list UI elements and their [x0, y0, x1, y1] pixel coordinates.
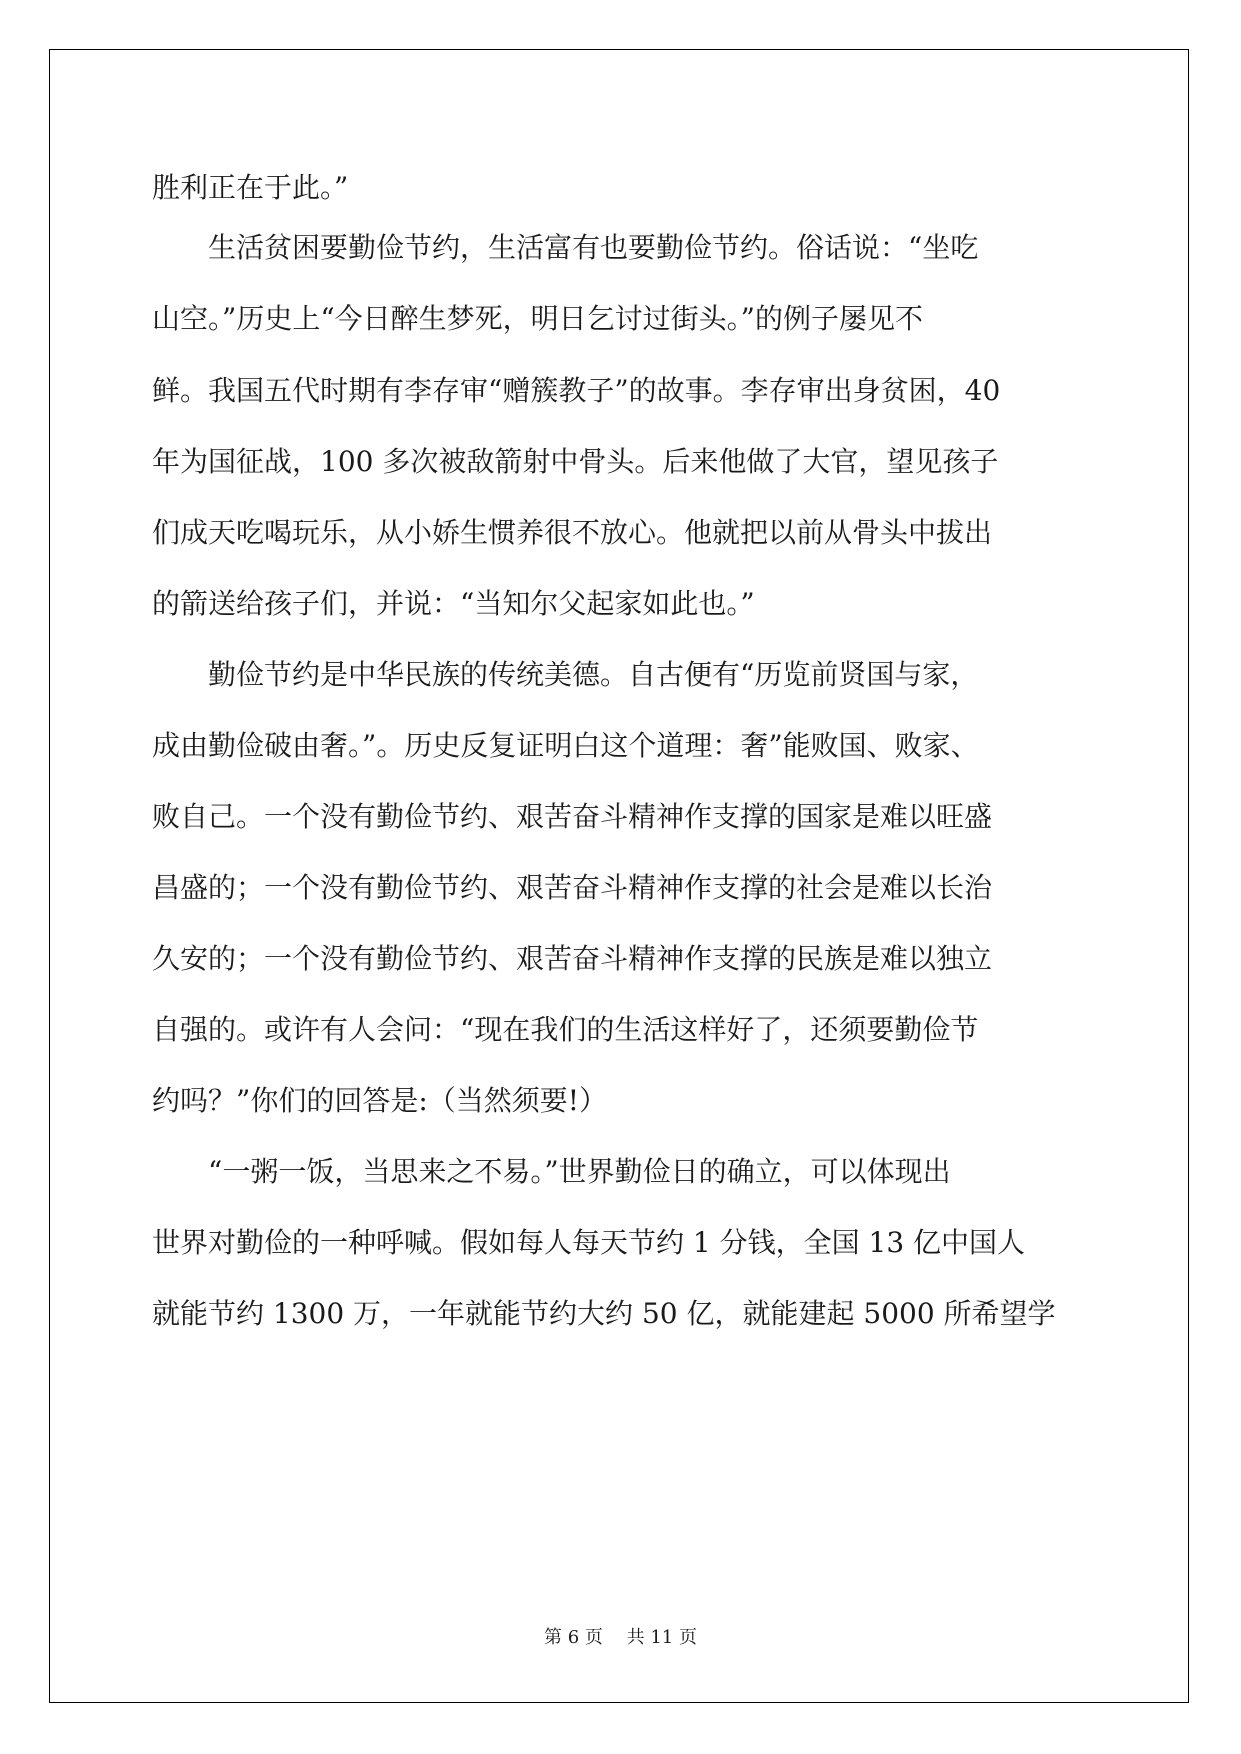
text-line: 勤俭节约是中华民族的传统美德。自古便有“历览前贤国与家，	[152, 658, 979, 691]
text-line: 成由勤俭破由奢。”。历史反复证明白这个道理：奢”能败国、败家、	[152, 729, 979, 762]
text-line: 世界对勤俭的一种呼喊。假如每人每天节约 1 分钱，全国 13 亿中国人	[152, 1226, 1026, 1259]
text-line: 山空。”历史上“今日醉生梦死，明日乞讨过街头。”的例子屡见不	[152, 302, 923, 335]
text-line: 自强的。或许有人会问：“现在我们的生活这样好了，还须要勤俭节	[152, 1013, 979, 1046]
text-line: 败自己。一个没有勤俭节约、艰苦奋斗精神作支撑的国家是难以旺盛	[152, 800, 993, 833]
text-line: 胜利正在于此。”	[152, 171, 349, 204]
text-line: 们成天吃喝玩乐，从小娇生惯养很不放心。他就把以前从骨头中拔出	[152, 516, 993, 549]
text-line: 年为国征战，100 多次被敌箭射中骨头。后来他做了大官，望见孩子	[152, 445, 999, 478]
text-line: 约吗？”你们的回答是:（当然须要!）	[152, 1084, 608, 1117]
text-line: “一粥一饭，当思来之不易。”世界勤俭日的确立，可以体现出	[152, 1155, 951, 1188]
text-line: 就能节约 1300 万，一年就能节约大约 50 亿，就能建起 5000 所希望学	[152, 1297, 1056, 1330]
page-footer: 第 6 页 共 11 页	[544, 1627, 697, 1648]
text-line: 鲜。我国五代时期有李存审“赠簇教子”的故事。李存审出身贫困，40	[152, 374, 1001, 407]
text-line: 的箭送给孩子们，并说：“当知尔父起家如此也。”	[152, 587, 755, 620]
text-line: 久安的；一个没有勤俭节约、艰苦奋斗精神作支撑的民族是难以独立	[152, 942, 993, 975]
text-line: 昌盛的；一个没有勤俭节约、艰苦奋斗精神作支撑的社会是难以长治	[152, 871, 993, 904]
text-line: 生活贫困要勤俭节约，生活富有也要勤俭节约。俗话说：“坐吃	[152, 231, 979, 264]
